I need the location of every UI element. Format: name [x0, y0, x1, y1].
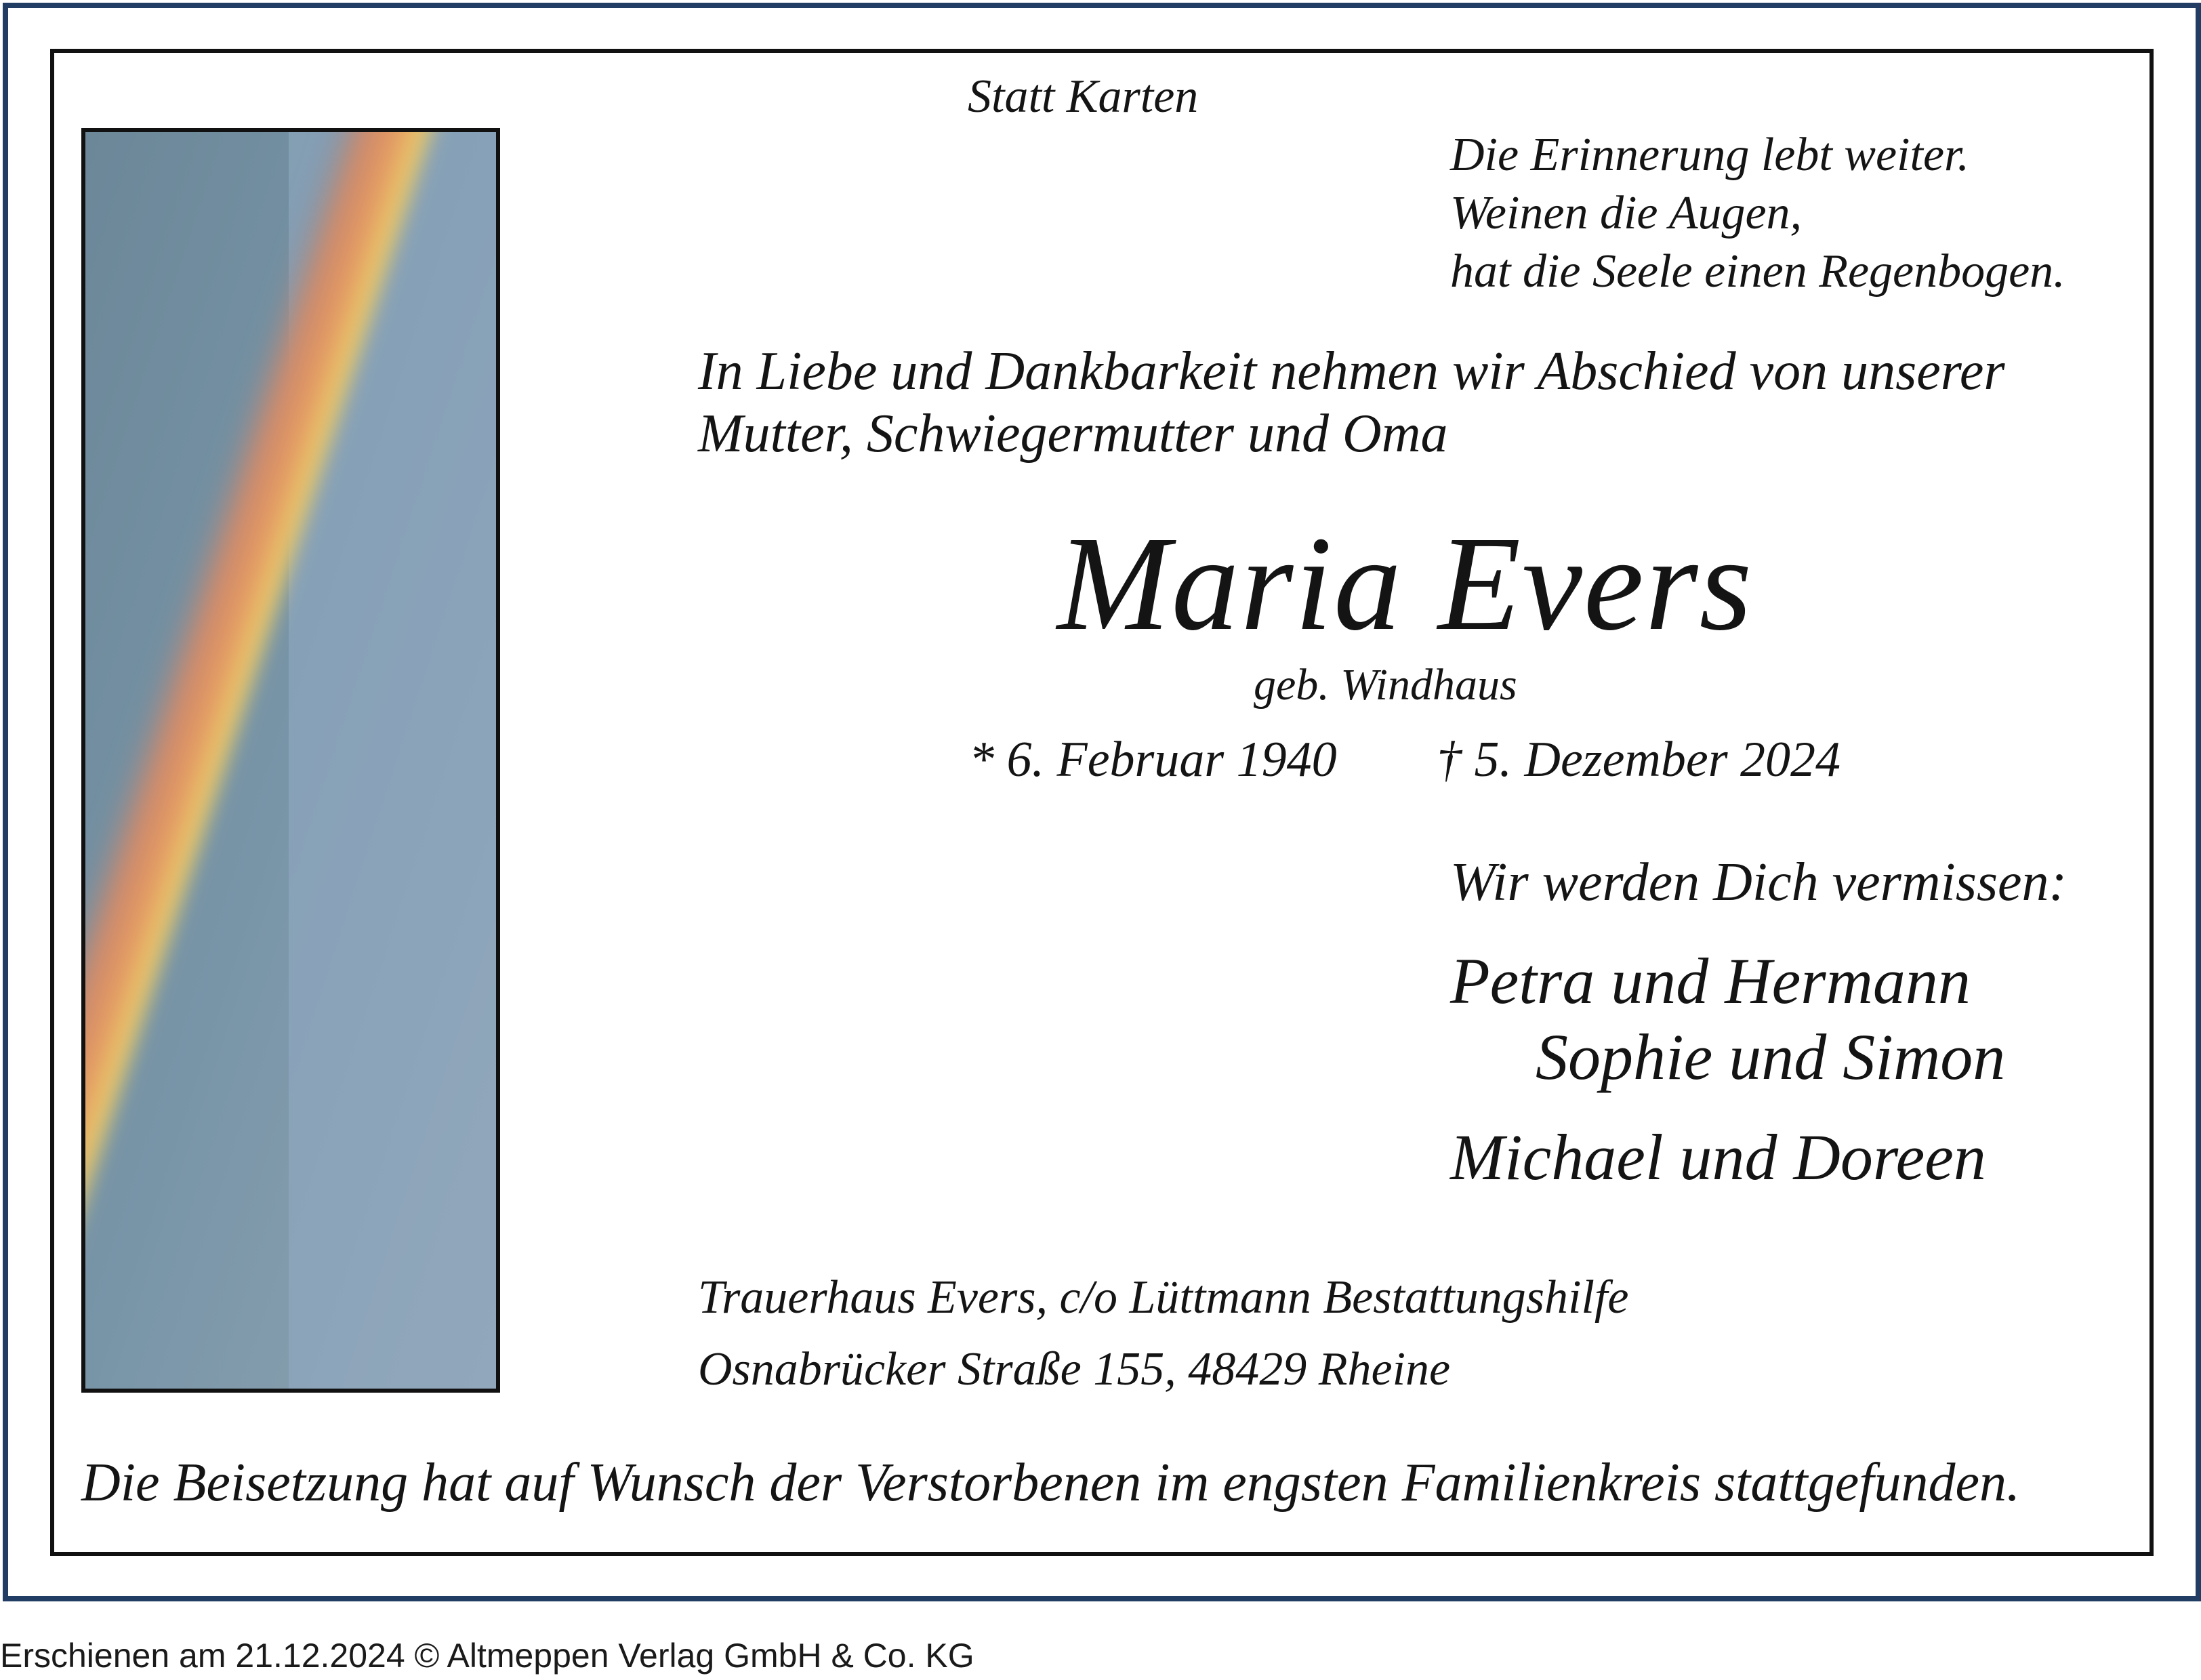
intro-text	[698, 340, 2005, 465]
rainbow-image	[81, 128, 500, 1393]
maiden-name: geb. Windhaus	[1254, 660, 1517, 710]
mourning-house-address: Trauerhaus Evers, c/o Lüttmann Bestattungshilfe	[698, 1271, 1629, 1324]
street-address: Osnabrücker Straße 155, 48429 Rheine	[698, 1343, 1451, 1395]
intro-line: Mutter, Schwiegermutter und Oma	[698, 404, 1448, 464]
intro-line: In Liebe und Dankbarkeit nehmen wir Abschied von unserer	[698, 342, 2005, 401]
missing-line: Wir werden Dich vermissen:	[1450, 853, 2068, 912]
family-member: Michael und Doreen	[1450, 1121, 1986, 1193]
poem-line: Weinen die Augen,	[1450, 187, 1803, 239]
deceased-name: Maria Evers	[1057, 509, 1754, 659]
poem	[1450, 126, 2065, 301]
family-member: Petra und Hermann	[1450, 945, 1971, 1017]
burial-note: Die Beisetzung hat auf Wunsch der Verstorbenen im engsten Familienkreis stattgefunden.	[81, 1453, 2021, 1513]
publication-footer: Erschienen am 21.12.2024 © Altmeppen Verlag GmbH & Co. KG	[0, 1637, 974, 1675]
statt-karten-header: Statt Karten	[968, 70, 1199, 123]
poem-line: hat die Seele einen Regenbogen.	[1450, 245, 2065, 298]
death-date: † 5. Dezember 2024	[1437, 732, 1841, 787]
family-member: Sophie und Simon	[1536, 1021, 2006, 1093]
poem-line: Die Erinnerung lebt weiter.	[1450, 129, 1970, 181]
birth-date: * 6. Februar 1940	[969, 732, 1337, 787]
